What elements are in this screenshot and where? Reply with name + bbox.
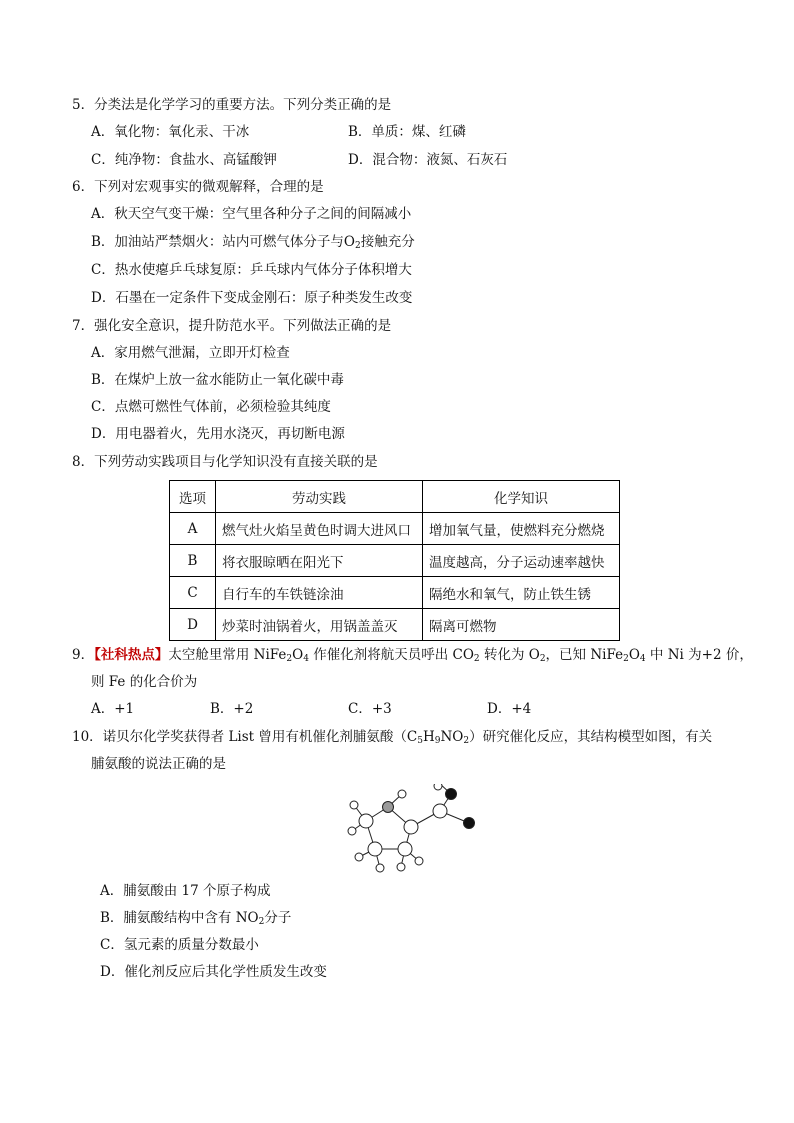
carbon-atom (398, 842, 412, 856)
q9-text: O (292, 647, 304, 663)
table-row (170, 609, 620, 641)
hydrogen-atom (434, 784, 442, 790)
table-header-row (170, 481, 620, 513)
q10-subscript: 2 (463, 736, 470, 746)
q6-option-d: D．石墨在一定条件下变成金刚石：原子种类发生改变 (91, 290, 413, 306)
q10-stem-line2: 脯氨酸的说法正确的是 (91, 756, 226, 772)
header-practice: 劳动实践 (216, 481, 423, 513)
carbon-atom (433, 804, 447, 818)
q7-option-a: A．家用燃气泄漏，立即开灯检查 (91, 345, 290, 361)
carbon-atom (359, 814, 373, 828)
q9-subscript: 2 (539, 654, 546, 664)
q9-subscript: 4 (303, 654, 309, 664)
q10-b-subscript: 2 (258, 917, 265, 927)
oxygen-atom (464, 818, 475, 829)
q9-text: 转化为 O (479, 647, 540, 663)
table-row (170, 513, 620, 545)
carbon-atom (404, 820, 418, 834)
q10-stem (72, 727, 712, 747)
q5-option-b: B．单质：煤、红磷 (348, 124, 466, 140)
row-knowledge: 增加氧气量，使燃料充分燃烧 (423, 513, 620, 545)
q7-stem: 7．强化安全意识，提升防范水平。下列做法正确的是 (72, 318, 392, 334)
q9-stem (72, 645, 753, 665)
q7-option-b: B．在煤炉上放一盆水能防止一氧化碳中毒 (91, 372, 344, 388)
q6-stem: 6．下列对宏观事实的微观解释，合理的是 (72, 179, 324, 195)
row-knowledge: 隔绝水和氧气，防止铁生锈 (423, 577, 620, 609)
proline-molecule-model (340, 784, 480, 874)
q9-number: 9． (72, 647, 95, 663)
q9-subscript: 2 (623, 654, 629, 664)
hydrogen-atom (415, 857, 423, 865)
header-knowledge: 化学知识 (423, 481, 620, 513)
q6-b-text: B．加油站严禁烟火：站内可燃气体分子与O (91, 234, 355, 250)
q6-option-b (91, 232, 415, 252)
q5-stem: 5．分类法是化学学习的重要方法。下列分类正确的是 (72, 97, 392, 113)
q8-table (169, 480, 620, 641)
q5-option-d: D．混合物：液氮、石灰石 (348, 152, 508, 168)
carbon-atom (368, 842, 382, 856)
q9-subscript: 2 (473, 654, 480, 664)
q9-option-d: D．+4 (487, 701, 532, 717)
hydrogen-atom (376, 864, 384, 872)
q10-option-c: C．氢元素的质量分数最小 (100, 937, 259, 953)
q10-text: H (422, 729, 435, 745)
row-option: D (170, 609, 216, 641)
row-practice: 炒菜时油锅着火，用锅盖盖灭 (216, 609, 423, 641)
q8-stem: 8．下列劳动实践项目与化学知识没有直接关联的是 (72, 454, 378, 470)
hydrogen-atom (348, 827, 356, 835)
row-practice: 自行车的车铁链涂油 (216, 577, 423, 609)
q10-option-d: D．催化剂反应后其化学性质发生改变 (100, 964, 327, 980)
row-option: A (170, 513, 216, 545)
hydrogen-atom (350, 801, 358, 809)
oxygen-atom (446, 789, 457, 800)
q9-option-b: B．+2 (210, 701, 254, 717)
hydrogen-atom (397, 863, 405, 871)
q9-text: 作催化剂将航天员呼出 CO (308, 647, 474, 663)
row-knowledge: 温度越高，分子运动速率越快 (423, 545, 620, 577)
q10-text: 10．诺贝尔化学奖获得者 List 曾用有机催化剂脯氨酸（C (72, 729, 418, 745)
q10-text: ）研究催化反应，其结构模型如图，有关 (469, 729, 713, 745)
q9-text: 太空舱里常用 NiFe (168, 647, 287, 663)
q6-option-c: C．热水使瘪乒乓球复原：乒乓球内气体分子体积增大 (91, 262, 412, 278)
row-option: C (170, 577, 216, 609)
q9-stem-line2: 则 Fe 的化合价为 (91, 674, 198, 690)
q9-option-a: A．+1 (91, 701, 135, 717)
hot-topic-tag: 【社科热点】 (94, 647, 169, 663)
q9-subscript: 2 (286, 654, 293, 664)
q6-option-a: A．秋天空气变干燥：空气里各种分子之间的间隔减小 (91, 206, 412, 222)
q10-subscript: 9 (434, 736, 441, 746)
header-option: 选项 (170, 481, 216, 513)
q9-text: 中 Ni 为+2 价， (645, 647, 753, 663)
row-option: B (170, 545, 216, 577)
q6-b-text-end: 接触充分 (360, 234, 415, 250)
q9-subscript: 4 (639, 654, 646, 664)
q10-b-text: B．脯氨酸结构中含有 NO (100, 910, 259, 926)
q5-option-a: A．氧化物：氧化汞、干冰 (91, 124, 250, 140)
q6-b-subscript: 2 (355, 241, 361, 251)
q10-option-b (100, 908, 291, 928)
q7-option-d: D．用电器着火，先用水浇灭，再切断电源 (91, 426, 345, 442)
row-knowledge: 隔离可燃物 (423, 609, 620, 641)
q10-b-text-end: 分子 (264, 910, 292, 926)
q9-text: ，已知 NiFe (545, 647, 624, 663)
q10-subscript: 5 (417, 736, 423, 746)
q9-text: O (628, 647, 640, 663)
table-row (170, 577, 620, 609)
hydrogen-atom (398, 790, 406, 798)
row-practice: 燃气灶火焰呈黄色时调大进风口 (216, 513, 423, 545)
q5-option-c: C．纯净物：食盐水、高锰酸钾 (91, 152, 277, 168)
q10-option-a: A．脯氨酸由 17 个原子构成 (100, 883, 271, 899)
q9-option-c: C．+3 (348, 701, 392, 717)
row-practice: 将衣服晾晒在阳光下 (216, 545, 423, 577)
nitrogen-atom (383, 802, 394, 813)
hydrogen-atom (355, 853, 363, 861)
q7-option-c: C．点燃可燃性气体前，必须检验其纯度 (91, 399, 331, 415)
q10-text: NO (440, 729, 464, 745)
table-row (170, 545, 620, 577)
